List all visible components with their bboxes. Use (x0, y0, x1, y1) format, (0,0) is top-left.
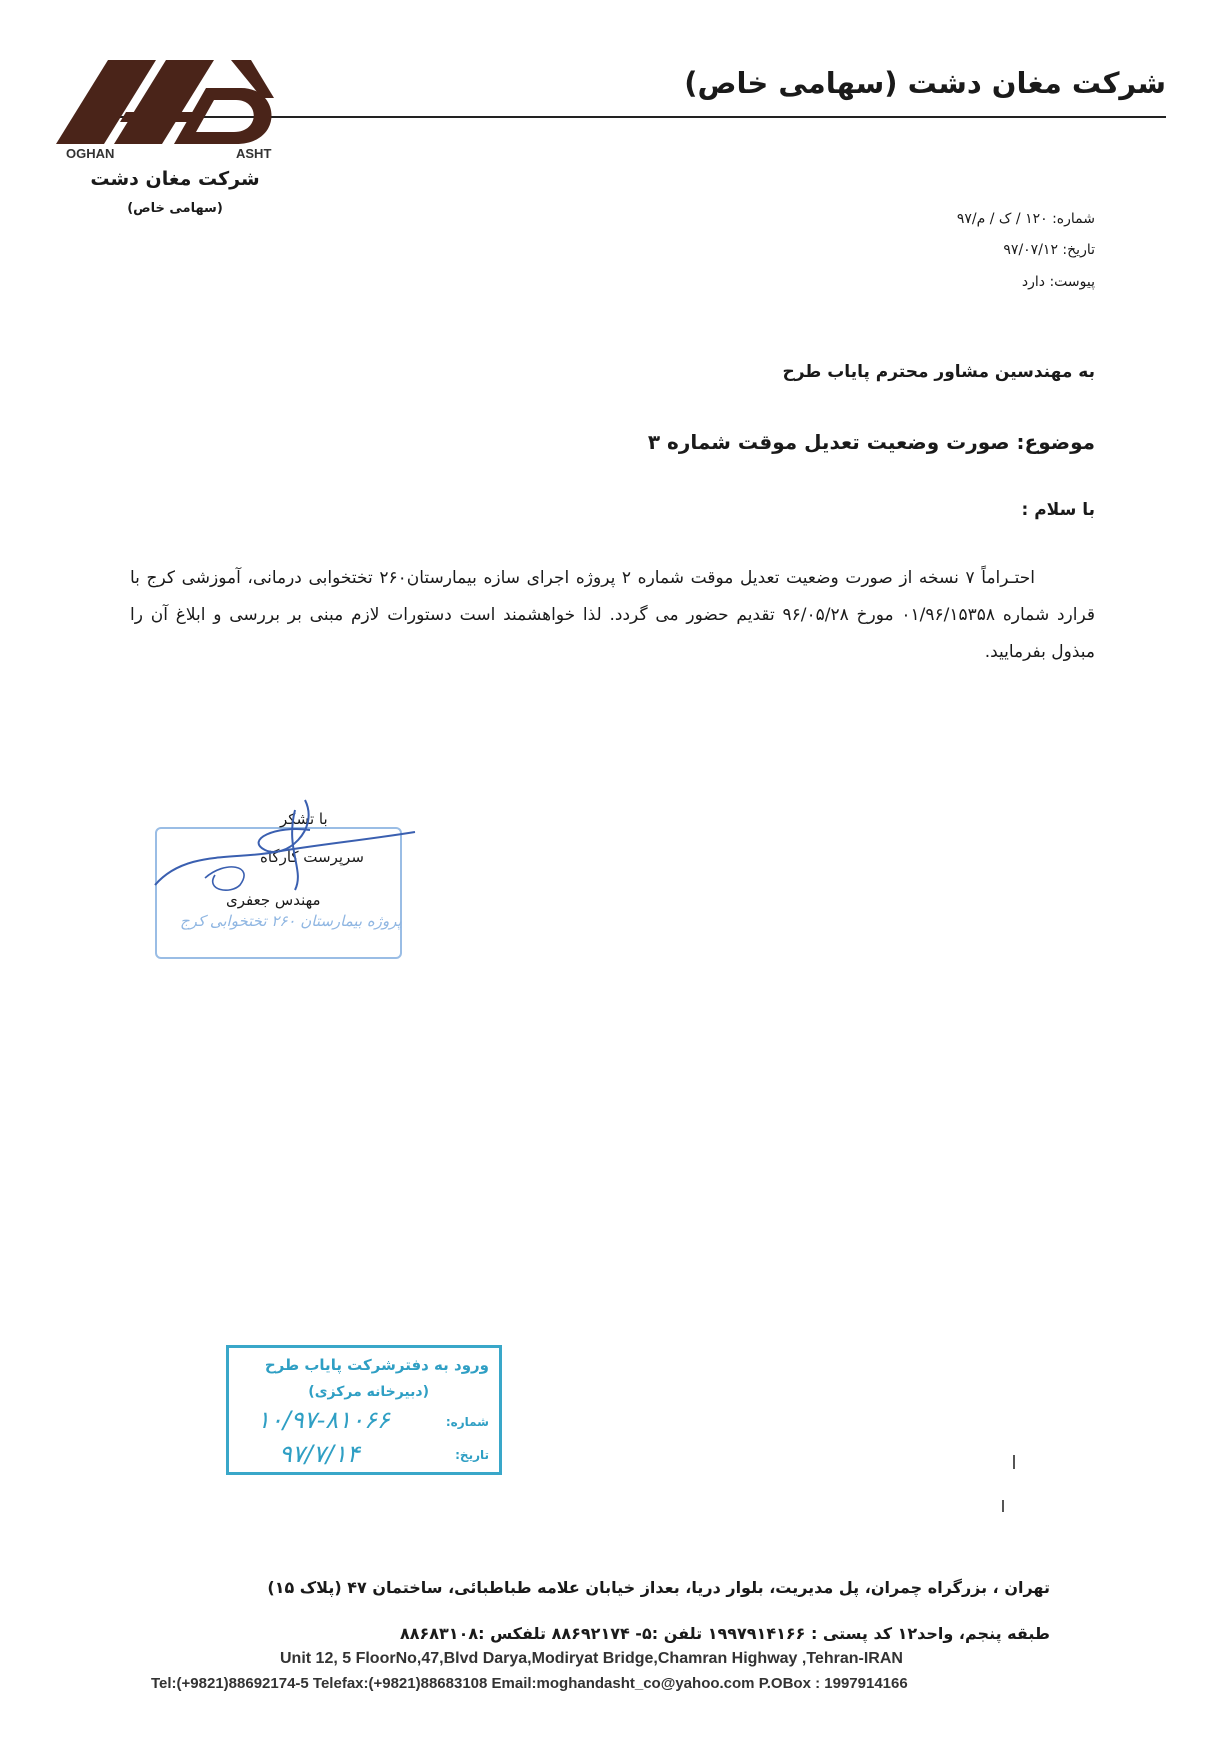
entry-stamp-date-value: ۹۷/۷/۱۴ (279, 1440, 360, 1468)
letter-body: احتـراماً ۷ نسخه از صورت وضعیت تعدیل موقت شماره ۲ پروژه اجرای سازه بیمارستان۲۶۰ تختخوابی درمانی، آموزشی کرج با قرارد شماره ۰۱/۹۶/۱۵۳۵۸ مورخ ۹۶/۰۵/۲۸ تقدیم حضور می گردد. لذا خواهشمند است دستورات لازم مبنی بر بررسی و ابلاغ آن را مبذول بفرمایید. (130, 568, 1095, 662)
scan-speck (1013, 1455, 1015, 1469)
letter-recipient: به مهندسین مشاور محترم پایاب طرح (782, 362, 1095, 382)
signature-stamp-text: پروژه بیمارستان ۲۶۰ تختخوابی کرج (180, 912, 402, 930)
company-title: شرکت مغان دشت (سهامی خاص) (684, 66, 1166, 100)
company-logo (56, 58, 296, 162)
handwritten-signature (145, 790, 425, 900)
letter-attachment: پیوست: دارد (1021, 274, 1095, 290)
logo-company-subtitle: (سهامی خاص) (127, 201, 223, 216)
entry-stamp-date-label: تاریخ: (455, 1448, 489, 1462)
entry-stamp-number-value: ۱۰/۹۷-۸۱۰۶۶ (257, 1406, 390, 1434)
footer-address-fa-line2: طبقه پنجم، واحد۱۲ کد پستی : ۱۹۹۷۹۱۴۱۶۶ تلفن :۵- ۸۸۶۹۲۱۷۴ تلفکس :۸۸۶۸۳۱۰۸ (399, 1624, 1050, 1643)
signature-role: سرپرست کارگاه (260, 848, 364, 866)
scan-speck (1002, 1500, 1004, 1512)
signature-thanks: با تشکر (280, 810, 328, 828)
logo-company-name: شرکت مغان دشت (90, 168, 260, 190)
entry-stamp-title: ورود به دفترشرکت پایاب طرح (264, 1356, 489, 1374)
logo-word-right: ASHT (236, 146, 272, 161)
letter-date: تاریخ: ۹۷/۰۷/۱۲ (1003, 242, 1095, 258)
letter-subject: موضوع: صورت وضعیت تعدیل موقت شماره ۳ (647, 430, 1095, 454)
logo-word-left: OGHAN (66, 146, 115, 161)
letter-greeting: با سلام : (1021, 500, 1095, 520)
footer-address-en: Unit 12, 5 FloorNo,47,Blvd Darya,Modiryat Bridge,Chamran Highway ,Tehran-IRAN (280, 1650, 903, 1667)
footer-address-fa-line1: تهران ، بزرگراه چمران، پل مدیریت، بلوار دریا، بعداز خیابان علامه طباطبائی، ساختمان ۴۷ (پلاک ۱۵) (267, 1578, 1050, 1597)
letter-number: شماره: ۱۲۰ / ک / م/۹۷ (956, 211, 1095, 227)
entry-stamp (226, 1345, 502, 1475)
signature-name: مهندس جعفری (226, 891, 321, 909)
entry-stamp-subtitle: (دبیرخانه مرکزی) (308, 1384, 429, 1400)
footer-contact-en: Tel:(+9821)88692174-5 Telefax:(+9821)88683108 Email:moghandasht_co@yahoo.com P.OBox : 1997914166 (151, 1675, 908, 1692)
entry-stamp-number-label: شماره: (445, 1415, 489, 1429)
